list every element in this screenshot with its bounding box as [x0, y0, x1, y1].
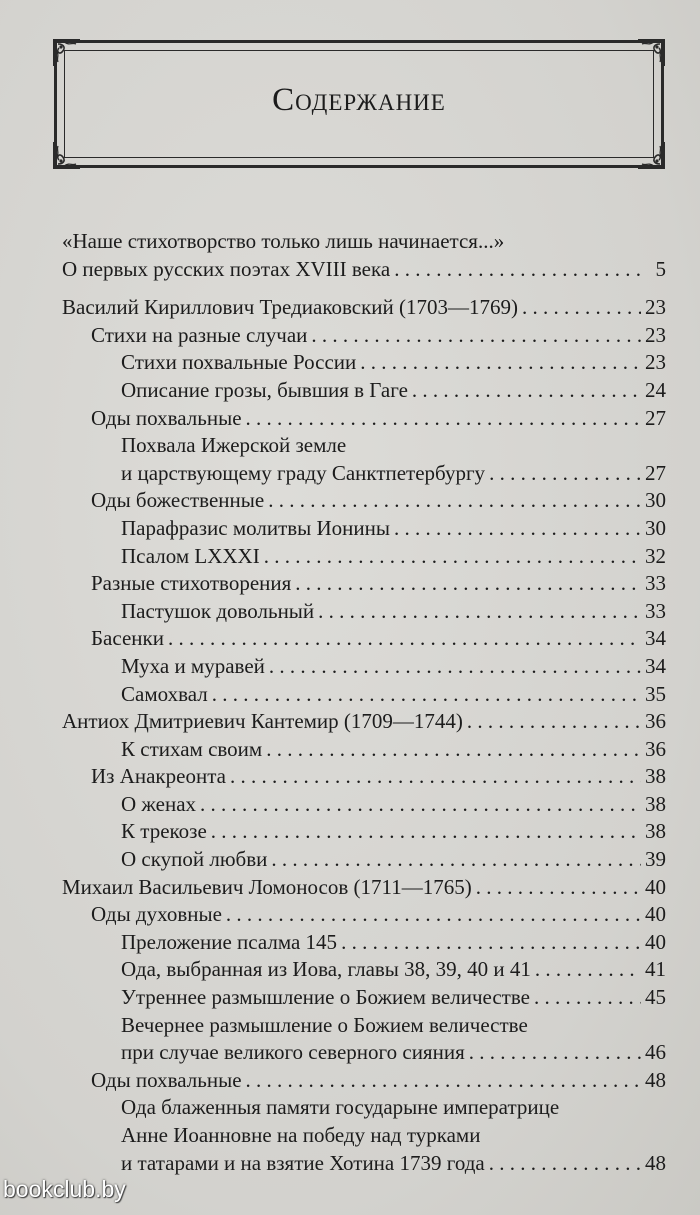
- toc-poem-entry[interactable]: [62, 818, 666, 846]
- dot-leader: [360, 349, 641, 377]
- dot-leader: [522, 294, 641, 322]
- toc-entry-title: Парафразис молитвы Ионины: [121, 515, 391, 540]
- toc-page-number: 48: [645, 1067, 666, 1092]
- dot-leader: [318, 598, 641, 626]
- toc-entry-title: Ода, выбранная из Иова, главы 38, 39, 40 и 41: [121, 957, 531, 982]
- toc-page-number: 34: [645, 626, 666, 651]
- section-gap: [62, 283, 666, 294]
- toc-entry-title: Похвала Ижерской земле: [121, 433, 347, 458]
- toc-poem-entry[interactable]: [62, 515, 666, 543]
- dot-leader: [268, 487, 641, 515]
- corner-ornament-icon: [634, 36, 668, 70]
- toc-poem-entry[interactable]: [62, 598, 666, 626]
- toc-poem-entry[interactable]: [62, 956, 666, 984]
- toc-entry-title: Оды похвальные: [91, 1067, 242, 1092]
- toc-poem-entry[interactable]: [62, 929, 666, 957]
- toc-page-number: 40: [645, 929, 666, 954]
- toc-entry-title: Стихи похвальные России: [121, 350, 357, 375]
- toc-entry-title: Анне Иоанновне на победу над турками: [121, 1123, 481, 1147]
- toc-page-number: 27: [645, 460, 666, 485]
- toc-entry-title: Басенки: [91, 626, 164, 651]
- toc-page-number: 38: [645, 819, 666, 844]
- toc-entry-title: Разные стихотворения: [91, 571, 292, 596]
- toc-author-entry[interactable]: [62, 874, 666, 902]
- toc-page-number: 35: [645, 681, 666, 706]
- toc-entry-title: Пастушок довольный: [121, 598, 315, 623]
- toc-page-number: 24: [645, 377, 666, 402]
- dot-leader: [295, 570, 641, 598]
- toc-section-entry[interactable]: [62, 763, 666, 791]
- toc-poem-entry[interactable]: [62, 1094, 666, 1122]
- dot-leader: [211, 818, 641, 846]
- toc-entry-title: Стихи на разные случаи: [91, 322, 308, 347]
- toc-page-number: 38: [645, 791, 666, 816]
- toc-poem-entry[interactable]: [62, 1012, 666, 1040]
- site-watermark: bookclub.by: [3, 1176, 126, 1202]
- toc-section-entry[interactable]: [62, 322, 666, 350]
- toc-entry-title: О скупой любви: [121, 847, 268, 872]
- toc-page-number: 36: [645, 736, 666, 761]
- toc-page-number: 27: [645, 405, 666, 430]
- toc-entry-title: Из Анакреонта: [91, 764, 226, 789]
- dot-leader: [226, 901, 641, 929]
- dot-leader: [394, 515, 641, 543]
- dot-leader: [246, 405, 641, 433]
- corner-ornament-icon: [50, 36, 84, 70]
- toc-poem-entry[interactable]: [62, 377, 666, 405]
- dot-leader: [412, 377, 641, 405]
- toc-page-number: 32: [645, 543, 666, 568]
- toc-entry-title: Описание грозы, бывшия в Гаге: [121, 377, 408, 402]
- page-title: Содержание: [272, 82, 446, 118]
- toc-page-number: 39: [645, 847, 666, 872]
- dot-leader: [535, 956, 641, 984]
- dot-leader: [200, 791, 641, 819]
- toc-poem-entry[interactable]: [62, 984, 666, 1012]
- toc-page-number: 45: [645, 985, 666, 1010]
- dot-leader: [264, 543, 641, 571]
- toc-poem-entry[interactable]: [62, 460, 666, 488]
- dot-leader: [311, 322, 641, 350]
- toc-entry-title: Василий Кириллович Тредиаковский (1703—1769): [62, 295, 518, 320]
- toc-entry-title: при случае великого северного сияния: [121, 1040, 465, 1065]
- toc-entry-title: «Наше стихотворство только лишь начинается...»: [62, 229, 505, 253]
- toc-entry-title: Оды божественные: [91, 488, 265, 513]
- dot-leader: [467, 708, 641, 736]
- toc-poem-entry[interactable]: [62, 653, 666, 681]
- toc-page-number: 33: [645, 598, 666, 623]
- toc-page-number: 23: [645, 295, 666, 320]
- toc-author-entry[interactable]: [62, 294, 666, 322]
- toc-page-number: 5: [655, 256, 666, 281]
- dot-leader: [469, 1039, 641, 1067]
- toc-entry-title: О первых русских поэтах XVIII века: [62, 256, 391, 281]
- toc-page-number: 41: [645, 957, 666, 982]
- toc-page-number: 23: [645, 350, 666, 375]
- toc-section-entry[interactable]: [62, 405, 666, 433]
- toc-entry-title: Оды похвальные: [91, 405, 242, 430]
- dot-leader: [476, 874, 641, 902]
- toc-entry-title: Самохвал: [121, 681, 208, 706]
- toc-entry-title: Преложение псалма 145: [121, 929, 338, 954]
- dot-leader: [212, 681, 641, 709]
- toc-poem-entry[interactable]: [62, 681, 666, 709]
- toc-poem-entry[interactable]: [62, 736, 666, 764]
- toc-poem-entry[interactable]: [62, 791, 666, 819]
- toc-page-number: 46: [645, 1040, 666, 1065]
- toc-entry-title: и царствующему граду Санктпетербургу: [121, 460, 486, 485]
- toc-entry-title: К трекозе: [121, 819, 207, 844]
- toc-poem-entry[interactable]: [62, 1150, 666, 1178]
- toc-entry-title: и татарами и на взятие Хотина 1739 года: [121, 1150, 485, 1175]
- dot-leader: [271, 846, 641, 874]
- toc-poem-entry[interactable]: [62, 432, 666, 460]
- toc-poem-entry[interactable]: [62, 543, 666, 571]
- toc-page-number: 40: [645, 902, 666, 927]
- toc-page-number: 38: [645, 764, 666, 789]
- toc-entry-title: Муха и муравей: [121, 653, 265, 678]
- toc-page-number: 40: [645, 874, 666, 899]
- dot-leader: [269, 653, 641, 681]
- dot-leader: [489, 1150, 641, 1178]
- toc-page-number: 34: [645, 653, 666, 678]
- dot-leader: [341, 929, 641, 957]
- dot-leader: [534, 984, 641, 1012]
- toc-page-number: 36: [645, 709, 666, 734]
- corner-ornament-icon: [50, 138, 84, 172]
- toc-poem-entry[interactable]: [62, 846, 666, 874]
- toc-entry-title: О женах: [121, 791, 197, 816]
- toc-entry-title: Утреннее размышление о Божием величестве: [121, 985, 530, 1010]
- dot-leader: [246, 1067, 641, 1095]
- toc-author-entry[interactable]: [62, 256, 666, 284]
- toc-entry-title: Оды духовные: [91, 902, 222, 927]
- toc-section-entry[interactable]: [62, 625, 666, 653]
- toc-entry-title: Псалом LXXXI: [121, 543, 260, 568]
- toc-author-entry[interactable]: [62, 228, 666, 256]
- toc-page-number: 23: [645, 322, 666, 347]
- toc-page-number: 33: [645, 571, 666, 596]
- dot-leader: [230, 763, 641, 791]
- toc-entry-title: Михаил Васильевич Ломоносов (1711—1765): [62, 874, 472, 899]
- toc-author-entry[interactable]: [62, 708, 666, 736]
- toc-poem-entry[interactable]: [62, 1039, 666, 1067]
- corner-ornament-icon: [634, 138, 668, 172]
- toc-section-entry[interactable]: [62, 1067, 666, 1095]
- toc-entry-title: К стихам своим: [121, 736, 263, 761]
- toc-entry-title: Антиох Дмитриевич Кантемир (1709—1744): [62, 709, 463, 734]
- toc-poem-entry[interactable]: [62, 349, 666, 377]
- toc-page-number: 48: [645, 1150, 666, 1175]
- toc-entry-title: Вечернее размышление о Божием величестве: [121, 1012, 528, 1037]
- toc-section-entry[interactable]: [62, 570, 666, 598]
- dot-leader: [489, 460, 641, 488]
- dot-leader: [394, 256, 644, 284]
- toc-entry-title: Ода блаженныя памяти государыне императрице: [121, 1095, 560, 1120]
- toc-section-entry[interactable]: [62, 487, 666, 515]
- toc-poem-entry[interactable]: [62, 1122, 666, 1150]
- toc-page-number: 30: [645, 488, 666, 513]
- dot-leader: [168, 625, 641, 653]
- table-of-contents: [62, 228, 666, 1177]
- dot-leader: [266, 736, 641, 764]
- toc-section-entry[interactable]: [62, 901, 666, 929]
- toc-page-number: 30: [645, 515, 666, 540]
